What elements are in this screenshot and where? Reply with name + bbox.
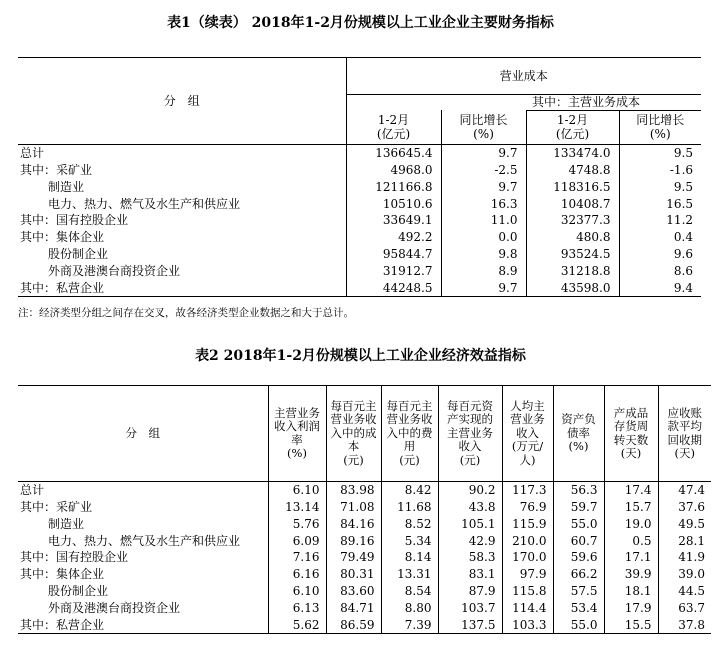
- cell: -1.6: [619, 162, 701, 179]
- cell: 83.60: [326, 583, 381, 600]
- cell: 118316.5: [526, 179, 619, 196]
- cell: 15.7: [604, 499, 658, 516]
- hdr-line: (元): [459, 452, 481, 467]
- hdr-line: 每百元资: [447, 398, 493, 413]
- cell: 8.14: [381, 549, 438, 566]
- table1-group-header: 分 组: [18, 58, 346, 145]
- table2-efficiency-indicators: [18, 385, 711, 634]
- cell: 0.0: [441, 229, 526, 246]
- cell: 5.76: [268, 516, 326, 533]
- cell: 9.6: [619, 246, 701, 263]
- cell: 9.8: [441, 246, 526, 263]
- hdr-line: 回收期: [667, 432, 702, 447]
- cell: 105.1: [438, 516, 502, 533]
- cell: 47.4: [658, 482, 711, 499]
- cell: 44248.5: [346, 279, 441, 296]
- cell: 5.34: [381, 532, 438, 549]
- hdr-line: 资产负: [561, 412, 596, 427]
- table-row: [18, 600, 711, 617]
- cell: 5.62: [268, 616, 326, 633]
- hdr-line: 收入利润: [274, 419, 320, 433]
- hdr-line: 营业务: [510, 412, 545, 427]
- row-label: 其中：采矿业: [20, 162, 93, 177]
- table2-group-header: 分 组: [18, 386, 268, 482]
- cell: 8.54: [381, 583, 438, 600]
- hdr-line: 率: [291, 432, 303, 447]
- cell: 136645.4: [346, 145, 441, 162]
- table-row: [18, 532, 711, 549]
- table2-col-revenue-per-capita: [502, 386, 553, 482]
- cell: 79.49: [326, 549, 381, 566]
- cell: 31912.7: [346, 263, 441, 280]
- cell: 41.9: [658, 549, 711, 566]
- hdr-line: (%): [568, 439, 589, 454]
- table-row: [18, 145, 701, 162]
- cell: 11.2: [619, 212, 701, 229]
- table-row: [18, 516, 711, 533]
- row-label: 其中：国有控股企业: [20, 550, 129, 565]
- cell: 39.0: [658, 566, 711, 583]
- row-label: 其中：私营企业: [18, 616, 268, 633]
- table1-financial-indicators: [18, 57, 701, 297]
- table-row: [18, 195, 701, 212]
- cell: 16.3: [441, 195, 526, 212]
- table-row: [18, 616, 711, 633]
- cell: 8.6: [619, 263, 701, 280]
- cell: 76.9: [502, 499, 553, 516]
- cell: 6.10: [268, 482, 326, 499]
- cell: 28.1: [658, 532, 711, 549]
- row-label: 制造业: [48, 516, 85, 531]
- table1-col-sub-period: 1-2月: [556, 112, 589, 127]
- table-row: [18, 549, 711, 566]
- hdr-line: 收入: [516, 425, 539, 440]
- row-label: 外商及港澳台商投资企业: [48, 263, 181, 278]
- row-label: 外商及港澳台商投资企业: [48, 600, 181, 615]
- table2-col-receivable-days: [658, 386, 711, 482]
- table-row: [18, 566, 711, 583]
- cell: 4968.0: [346, 162, 441, 179]
- cell: 71.08: [326, 499, 381, 516]
- hdr-line: 主营业务: [274, 405, 320, 420]
- cell: 11.0: [441, 212, 526, 229]
- cell: 15.5: [604, 616, 658, 633]
- row-label: 其中：采矿业: [20, 499, 93, 514]
- cell: 6.09: [268, 532, 326, 549]
- hdr-line: 人): [519, 452, 536, 467]
- hdr-line: (元): [399, 452, 420, 467]
- cell: 103.3: [502, 616, 553, 633]
- cell: 43598.0: [526, 279, 619, 296]
- table1-col-growth-label: 同比增长: [459, 112, 508, 127]
- cell: 56.3: [553, 482, 604, 499]
- cell: 87.9: [438, 583, 502, 600]
- table2-title: 表2 2018年1-2月份规模以上工业企业经济效益指标: [195, 348, 526, 364]
- cell: 137.5: [438, 616, 502, 633]
- hdr-line: 每百元主: [330, 398, 377, 413]
- table2-col-debt-ratio: [553, 386, 604, 482]
- table1-col-sub-growth-unit: (%): [649, 127, 671, 142]
- cell: 10510.6: [346, 195, 441, 212]
- cell: 32377.3: [526, 212, 619, 229]
- cell: 13.14: [268, 499, 326, 516]
- hdr-line: 产实现的: [447, 412, 493, 427]
- table1-title: 表1（续表） 2018年1-2月份规模以上工业企业主要财务指标: [167, 15, 554, 31]
- cell: 58.3: [438, 549, 502, 566]
- cell: 83.98: [326, 482, 381, 499]
- table-row: [18, 246, 701, 263]
- hdr-line: (万元/: [511, 439, 544, 454]
- cell: 86.59: [326, 616, 381, 633]
- table2-col-revenue-per-asset: [438, 386, 502, 482]
- hdr-line: 款平均: [667, 419, 702, 433]
- cell: 17.9: [604, 600, 658, 617]
- table1-header-main-business-cost: 其中：主营业务成本: [526, 95, 701, 111]
- hdr-line: 产成品: [613, 405, 649, 420]
- hdr-line: 主营业务: [447, 425, 493, 440]
- hdr-line: 应收账: [667, 405, 702, 420]
- cell: 89.16: [326, 532, 381, 549]
- cell: 8.9: [441, 263, 526, 280]
- table2-col-cost-per-hundred: [326, 386, 381, 482]
- table-row: [18, 162, 701, 179]
- cell: 9.4: [619, 279, 701, 296]
- cell: 16.5: [619, 195, 701, 212]
- row-label: 制造业: [48, 179, 85, 194]
- cell: 39.9: [604, 566, 658, 583]
- cell: 7.16: [268, 549, 326, 566]
- cell: 121166.8: [346, 179, 441, 196]
- table2-col-inventory-days: [604, 386, 658, 482]
- cell: 53.4: [553, 600, 604, 617]
- cell: 9.7: [441, 145, 526, 162]
- table2-col-expense-per-hundred: [381, 386, 438, 482]
- hdr-line: 转天数: [613, 432, 649, 447]
- cell: 0.5: [604, 532, 658, 549]
- table1-note: 注：经济类型分组之间存在交叉，故各经济类型企业数据之和大于总计。: [18, 307, 354, 319]
- cell: 49.5: [658, 516, 711, 533]
- hdr-line: 本: [347, 439, 360, 454]
- cell: 0.4: [619, 229, 701, 246]
- cell: 84.71: [326, 600, 381, 617]
- cell: 103.7: [438, 600, 502, 617]
- cell: 97.9: [502, 566, 553, 583]
- row-label: 股份制企业: [48, 583, 109, 598]
- cell: 83.1: [438, 566, 502, 583]
- table-row: [18, 583, 711, 600]
- cell: 115.9: [502, 516, 553, 533]
- row-label: 其中：国有控股企业: [20, 213, 129, 228]
- table1-col-unit: (亿元): [376, 127, 411, 141]
- cell: 4748.8: [526, 162, 619, 179]
- cell: 6.10: [268, 583, 326, 600]
- cell: 13.31: [381, 566, 438, 583]
- table-row: [18, 482, 711, 499]
- table1-col-sub-unit: (亿元): [555, 127, 590, 142]
- cell: 9.5: [619, 179, 701, 196]
- table-row: [18, 179, 701, 196]
- row-label: 股份制企业: [48, 246, 109, 261]
- cell: 492.2: [346, 229, 441, 246]
- cell: 9.5: [619, 145, 701, 162]
- hdr-line: (%): [287, 446, 307, 460]
- cell: -2.5: [441, 162, 526, 179]
- row-label: 电力、热力、燃气及水生产和供应业: [48, 196, 241, 211]
- table1-col-sub-growth: [619, 110, 701, 145]
- table1-col-sub-amount: [526, 110, 619, 145]
- table1-col-growth: [441, 110, 526, 145]
- table-row: [18, 279, 701, 296]
- table1-col-sub-growth-label: 同比增长: [636, 112, 685, 127]
- hdr-line: 用: [403, 439, 416, 454]
- row-label: 电力、热力、燃气及水生产和供应业: [48, 533, 241, 548]
- cell: 6.16: [268, 566, 326, 583]
- cell: 18.1: [604, 583, 658, 600]
- row-label: 其中：私营企业: [18, 279, 346, 296]
- cell: 133474.0: [526, 145, 619, 162]
- row-label: 总计: [20, 146, 45, 161]
- row-label: 其中：集体企业: [20, 230, 105, 245]
- table-row: [18, 499, 711, 516]
- hdr-line: (天): [674, 446, 695, 460]
- cell: 84.16: [326, 516, 381, 533]
- hdr-line: (天): [620, 446, 642, 460]
- cell: 9.7: [441, 179, 526, 196]
- hdr-line: 人均主: [510, 398, 545, 413]
- table2-col-profit-rate: [268, 386, 326, 482]
- cell: 95844.7: [346, 246, 441, 263]
- cell: 59.7: [553, 499, 604, 516]
- cell: 8.52: [381, 516, 438, 533]
- hdr-line: 债率: [567, 425, 590, 440]
- cell: 17.4: [604, 482, 658, 499]
- cell: 210.0: [502, 532, 553, 549]
- cell: 63.7: [658, 600, 711, 617]
- cell: 66.2: [553, 566, 604, 583]
- cell: 90.2: [438, 482, 502, 499]
- hdr-line: (元): [343, 452, 364, 467]
- cell: 8.80: [381, 600, 438, 617]
- hdr-line: 营业务收: [330, 412, 377, 427]
- cell: 37.8: [658, 616, 711, 633]
- cell: 480.8: [526, 229, 619, 246]
- cell: 11.68: [381, 499, 438, 516]
- cell: 44.5: [658, 583, 711, 600]
- hdr-line: 入中的费: [386, 425, 433, 440]
- cell: 9.7: [441, 279, 526, 296]
- cell: 43.8: [438, 499, 502, 516]
- cell: 117.3: [502, 482, 553, 499]
- cell: 55.0: [553, 616, 604, 633]
- cell: 114.4: [502, 600, 553, 617]
- cell: 37.6: [658, 499, 711, 516]
- cell: 115.8: [502, 583, 553, 600]
- table1-col-period: 1-2月: [377, 112, 410, 127]
- cell: 6.13: [268, 600, 326, 617]
- cell: 55.0: [553, 516, 604, 533]
- cell: 93524.5: [526, 246, 619, 263]
- table-row: [18, 212, 701, 229]
- cell: 80.31: [326, 566, 381, 583]
- hdr-line: 每百元主: [386, 398, 433, 413]
- cell: 7.39: [381, 616, 438, 633]
- cell: 31218.8: [526, 263, 619, 280]
- table1-col-amount: [346, 110, 441, 145]
- hdr-line: 存货周: [613, 419, 649, 433]
- cell: 17.1: [604, 549, 658, 566]
- cell: 19.0: [604, 516, 658, 533]
- cell: 170.0: [502, 549, 553, 566]
- row-label: 其中：集体企业: [20, 567, 105, 582]
- table1-col-growth-unit: (%): [473, 127, 494, 141]
- table-row: [18, 229, 701, 246]
- cell: 60.7: [553, 532, 604, 549]
- hdr-line: 入中的成: [330, 425, 377, 440]
- cell: 42.9: [438, 532, 502, 549]
- table-row: [18, 263, 701, 280]
- cell: 33649.1: [346, 212, 441, 229]
- cell: 59.6: [553, 549, 604, 566]
- table1-header-operating-cost: 营业成本: [346, 58, 701, 95]
- cell: 10408.7: [526, 195, 619, 212]
- hdr-line: 收入: [458, 439, 482, 454]
- hdr-line: 营业务收: [386, 412, 433, 427]
- cell: 57.5: [553, 583, 604, 600]
- cell: 8.42: [381, 482, 438, 499]
- row-label: 总计: [20, 483, 45, 498]
